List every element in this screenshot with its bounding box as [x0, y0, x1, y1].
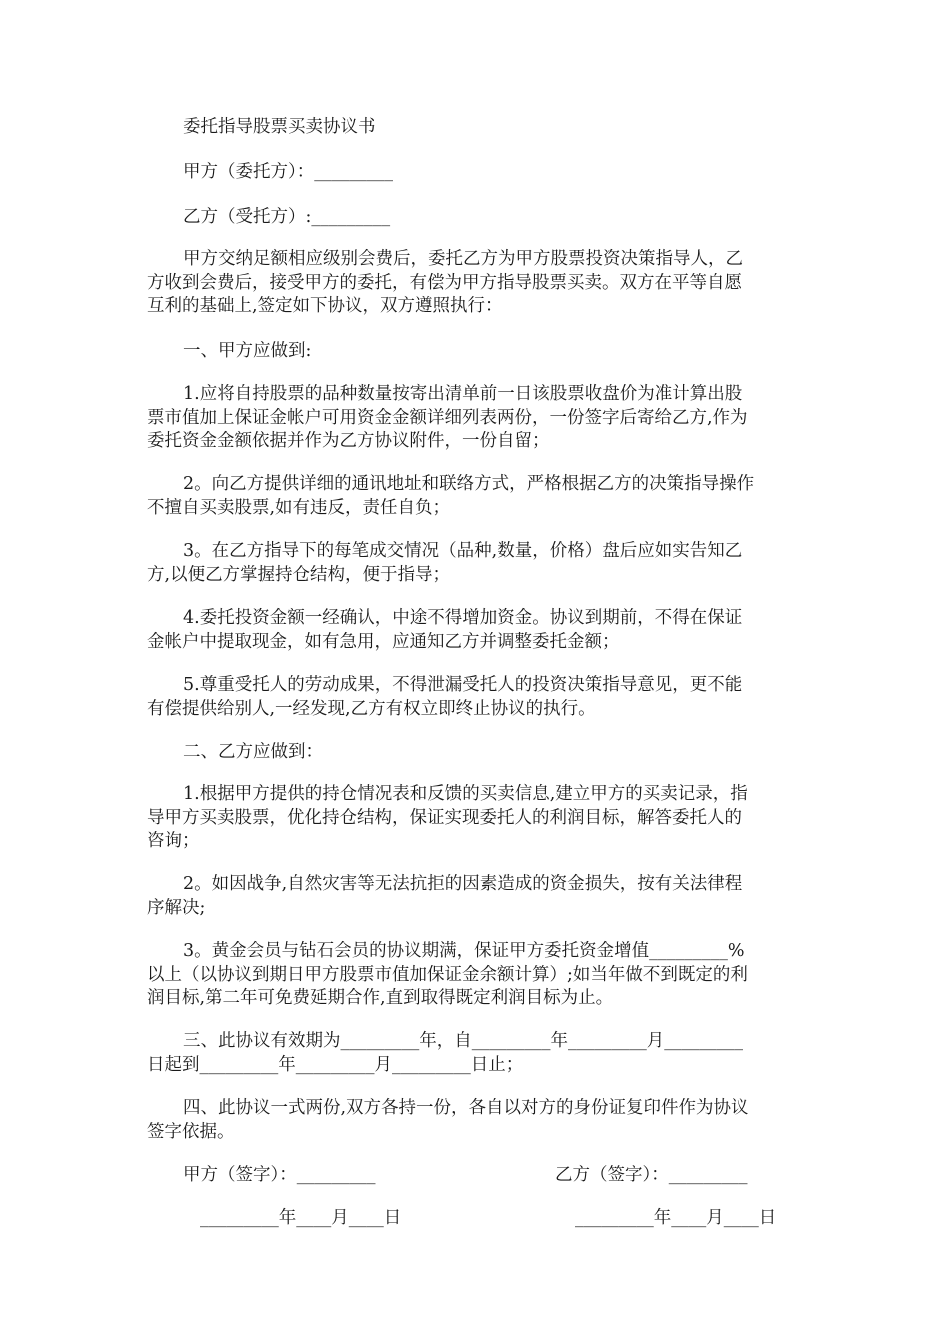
section-4-line: 签字依据。	[147, 1122, 235, 1142]
clause-a5-line: 有偿提供给别人,一经发现,乙方有权立即终止协议的执行。	[147, 699, 596, 719]
intro-line: 甲方交纳足额相应级别会费后，委托乙方为甲方股票投资决策指导人，乙	[183, 249, 743, 269]
clause-a1-line: 1.应将自持股票的品种数量按寄出清单前一日该股票收盘价为准计算出股	[183, 384, 743, 404]
clause-a3-line: 方,以便乙方掌握持仓结构，便于指导；	[147, 565, 451, 585]
clause-b2-line: 序解决;	[147, 898, 206, 918]
clause-a4-line: 4.委托投资金额一经确认，中途不得增加资金。协议到期前，不得在保证	[183, 608, 743, 628]
section-1-heading: 一、甲方应做到:	[183, 341, 312, 361]
party-a-line: 甲方（委托方）：_________	[183, 162, 393, 182]
clause-b3-line: 3。黄金会员与钻石会员的协议期满，保证甲方委托资金增值_________%	[183, 941, 745, 961]
section-3-line: 三、此协议有效期为_________年，自_________年_________月_________	[183, 1031, 743, 1051]
clause-b1-line: 导甲方买卖股票，优化持仓结构，保证实现委托人的利润目标，解答委托人的	[147, 808, 742, 828]
party-a-signature: 甲方（签字）：_________	[183, 1165, 376, 1185]
intro-line: 互利的基础上,签定如下协议，双方遵照执行：	[147, 296, 503, 316]
section-4-line: 四、此协议一式两份,双方各持一份，各自以对方的身份证复印件作为协议	[183, 1098, 749, 1118]
clause-a1-line: 委托资金金额依据并作为乙方协议附件，一份自留；	[147, 431, 550, 451]
clause-b1-line: 咨询；	[147, 831, 200, 851]
section-3-line: 日起到_________年_________月_________日止；	[147, 1055, 524, 1075]
party-b-line: 乙方（受托方）:_________	[183, 207, 391, 227]
clause-a2-line: 2。向乙方提供详细的通讯地址和联络方式，严格根据乙方的决策指导操作	[183, 474, 755, 494]
clause-a2-line: 不擅自买卖股票,如有违反，责任自负；	[147, 498, 451, 518]
clause-b1-line: 1.根据甲方提供的持仓情况表和反馈的买卖信息,建立甲方的买卖记录，指	[183, 784, 748, 804]
intro-line: 方收到会费后，接受甲方的委托，有偿为甲方指导股票买卖。双方在平等自愿	[147, 273, 742, 293]
party-a-date: _________年____月____日	[200, 1208, 402, 1228]
clause-b3-line: 以上（以协议到期日甲方股票市值加保证金余额计算）;如当年做不到既定的利	[147, 965, 748, 985]
party-b-date: _________年____月____日	[575, 1208, 777, 1228]
clause-a4-line: 金帐户中提取现金，如有急用，应通知乙方并调整委托金额；	[147, 632, 620, 652]
clause-a3-line: 3。在乙方指导下的每笔成交情况（品种,数量，价格）盘后应如实告知乙	[183, 541, 743, 561]
clause-a1-line: 票市值加上保证金帐户可用资金金额详细列表两份，一份签字后寄给乙方,作为	[147, 408, 748, 428]
clause-b3-line: 润目标,第二年可免费延期合作,直到取得既定利润目标为止。	[147, 988, 614, 1008]
clause-b2-line: 2。如因战争,自然灾害等无法抗拒的因素造成的资金损失，按有关法律程	[183, 874, 743, 894]
section-2-heading: 二、乙方应做到：	[183, 742, 323, 762]
party-b-signature: 乙方（签字）：_________	[555, 1165, 748, 1185]
clause-a5-line: 5.尊重受托人的劳动成果，不得泄漏受托人的投资决策指导意见，更不能	[183, 675, 743, 695]
document-title: 委托指导股票买卖协议书	[183, 117, 376, 137]
